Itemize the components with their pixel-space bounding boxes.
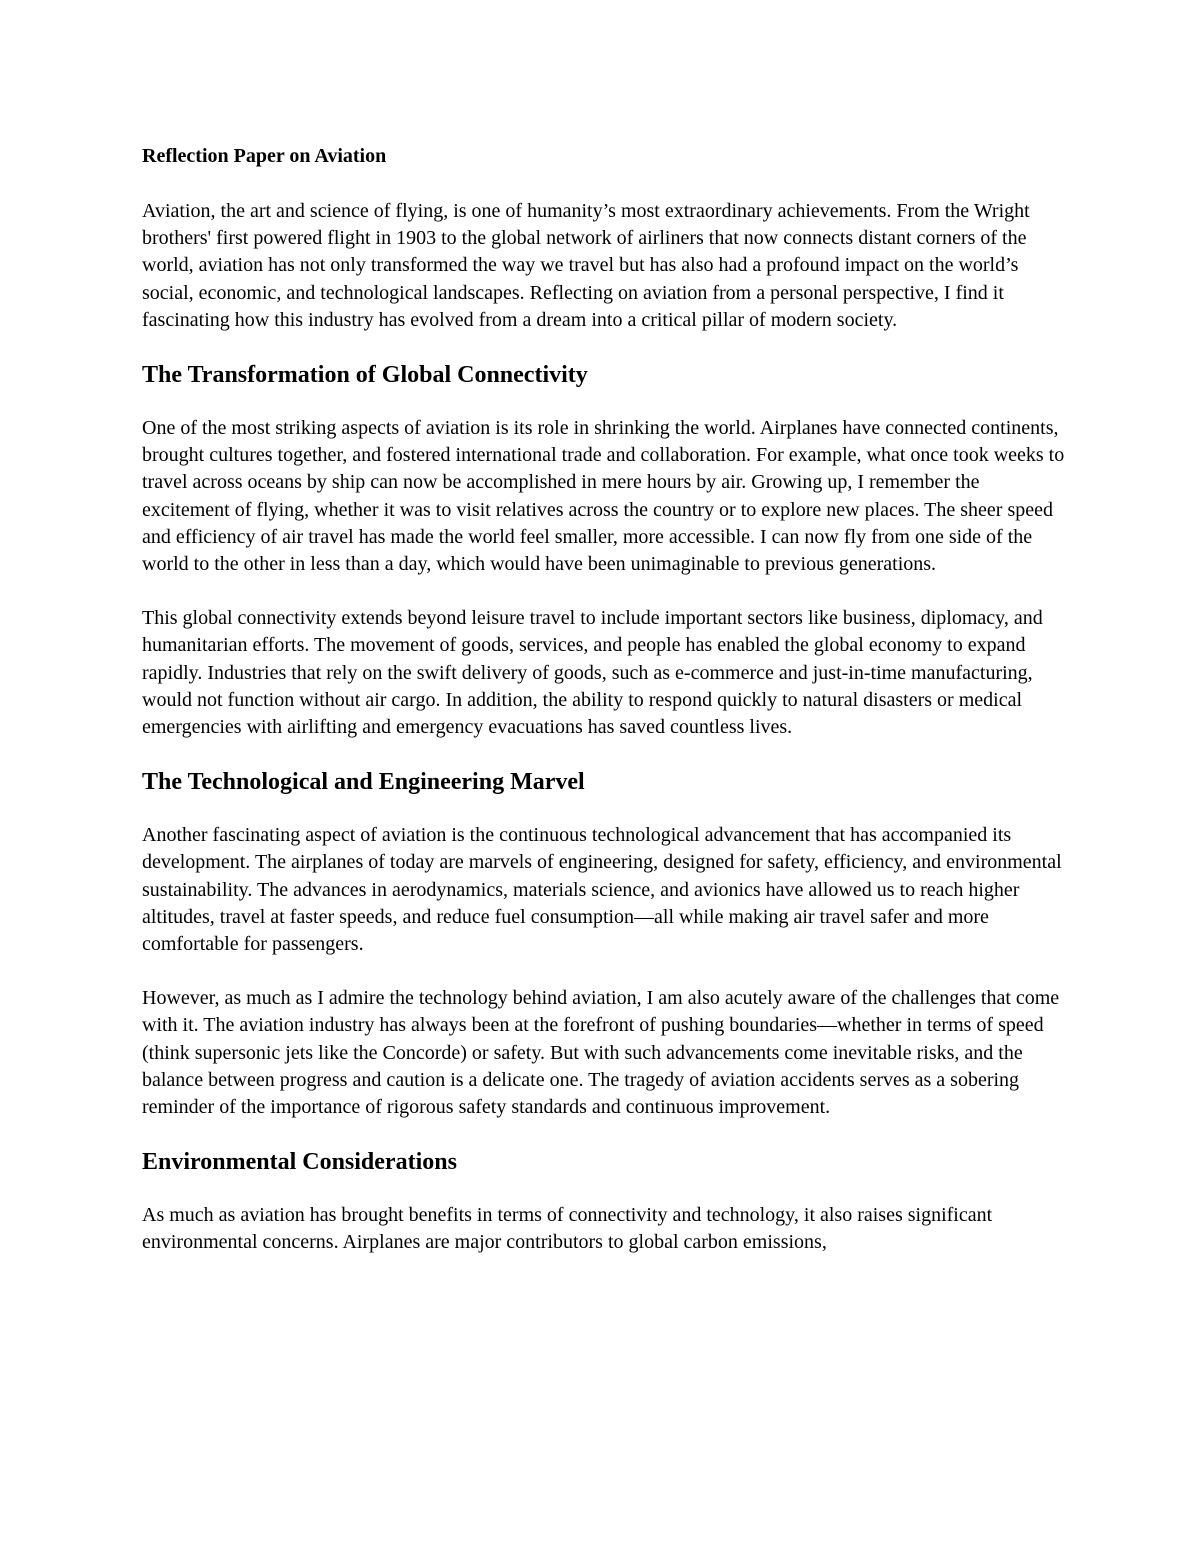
body-paragraph: However, as much as I admire the technology behind aviation, I am also acutely aware of the challenges that come with it. The aviation industry has always been at the forefront of pushing boundaries—whether in terms of speed (think supersonic jets like the Concorde) or safety. But with such advancements come inevitable risks, and the balance between progress and caution is a delicate one. The tragedy of aviation accidents serves as a sobering reminder of the importance of rigorous safety standards and continuous improvement. <box>142 987 1060 1119</box>
section-heading-environmental-considerations: Environmental Considerations <box>142 1149 457 1176</box>
intro-paragraph: Aviation, the art and science of flying, is one of humanity’s most extraordinary achievements. From the Wright brothers' first powered flight in 1903 to the global network of airliners that now connects distant corners of the world, aviation has not only transformed the way we travel but has also had a profound impact on the world’s social, economic, and technological landscapes. Reflecting on aviation from a personal perspective, I find it fascinating how this industry has evolved from a dream into a critical pillar of modern society. <box>142 200 1030 331</box>
body-paragraph: Another fascinating aspect of aviation is the continuous technological advancement that has accompanied its development. The airplanes of today are marvels of engineering, designed for safety, efficiency, and environmental sustainability. The advances in aerodynamics, materials science, and avionics have allowed us to reach higher altitudes, travel at faster speeds, and reduce fuel consumption—all while making air travel safer and more comfortable for passengers. <box>142 824 1062 956</box>
document-title: Reflection Paper on Aviation <box>142 145 387 167</box>
body-paragraph: One of the most striking aspects of aviation is its role in shrinking the world. Airplanes have connected continents, brought cultures together, and fostered international trade and collaboration. For example, what once took weeks to travel across oceans by ship can now be accomplished in mere hours by air. Growing up, I remember the excitement of flying, whether it was to visit relatives across the country or to explore new places. The sheer speed and efficiency of air travel has made the world feel smaller, more accessible. I can now fly from one side of the world to the other in less than a day, which would have been unimaginable to previous generations. <box>142 417 1065 576</box>
body-paragraph: This global connectivity extends beyond leisure travel to include important sectors like business, diplomacy, and humanitarian efforts. The movement of goods, services, and people has enabled the global economy to expand rapidly. Industries that rely on the swift delivery of goods, such as e-commerce and just-in-time manufacturing, would not function without air cargo. In addition, the ability to respond quickly to natural disasters or medical emergencies with airlifting and emergency evacuations has saved countless lives. <box>142 607 1043 739</box>
body-paragraph: As much as aviation has brought benefits in terms of connectivity and technology, it also raises significant environmental concerns. Airplanes are major contributors to global carbon emissions, <box>142 1204 993 1254</box>
section-heading-technological-marvel: The Technological and Engineering Marvel <box>142 769 585 796</box>
section-heading-global-connectivity: The Transformation of Global Connectivity <box>142 362 588 389</box>
document-body <box>142 143 1067 1257</box>
